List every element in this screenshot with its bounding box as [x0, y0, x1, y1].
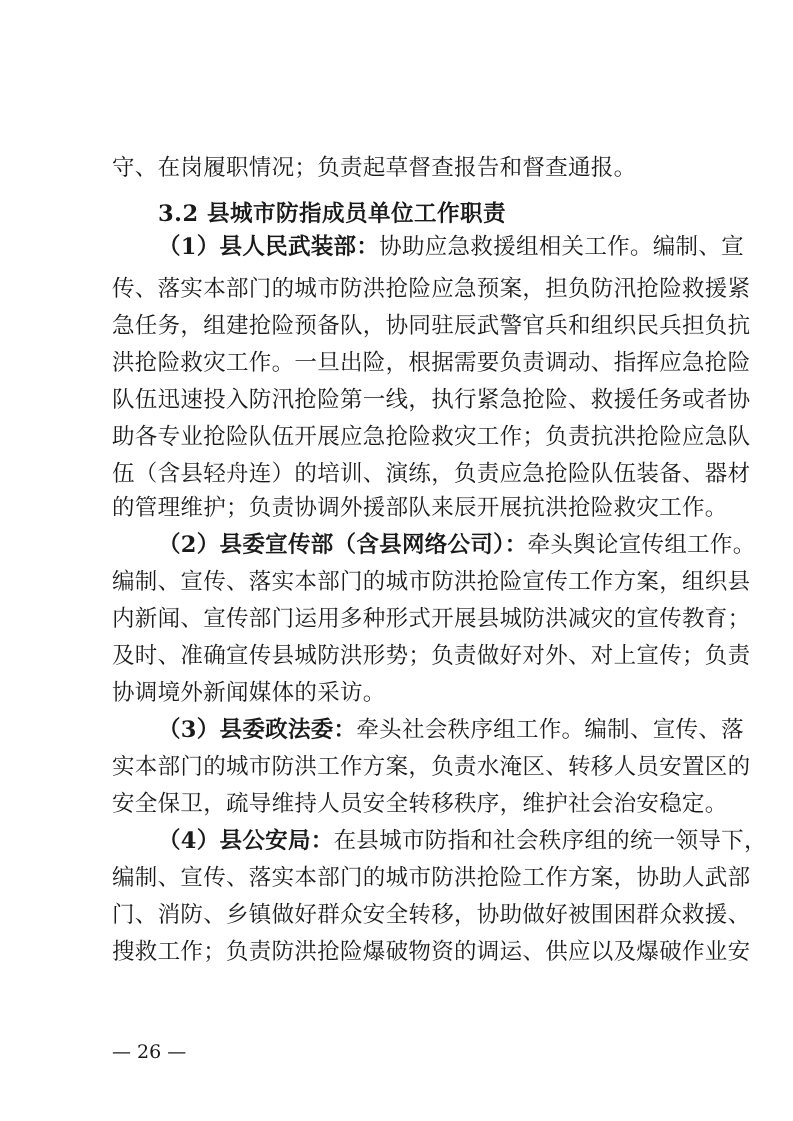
text-line: 内新闻、宣传部门运用多种形式开展县城防洪减灾的宣传教育； [112, 606, 751, 632]
text-line: 助各专业抢险队伍开展应急抢险救灾工作；负责抗洪抢险应急队 [112, 424, 751, 450]
text-line: 急任务，组建抢险预备队，协同驻辰武警官兵和组织民兵担负抗 [112, 313, 751, 339]
text-line: 守、在岗履职情况；负责起草督查报告和督查通报。 [112, 155, 637, 181]
text-line: 门、消防、乡镇做好群众安全转移，协助做好被围困群众救援、 [112, 902, 751, 928]
paragraph-lead-line: （1）县人民武装部：协助应急救援组相关工作。编制、宣 [158, 234, 744, 260]
text-line: 协调境外新闻媒体的采访。 [112, 680, 386, 706]
section-heading: 3.2 县城市防指成员单位工作职责 [158, 201, 506, 227]
paragraph-lead-line: （3）县委政法委：牵头社会秩序组工作。编制、宣传、落 [158, 717, 744, 743]
paragraph-lead: （4）县公安局： [158, 828, 334, 854]
text-line: 洪抢险救灾工作。一旦出险，根据需要负责调动、指挥应急抢险 [112, 350, 751, 376]
text-line: 实本部门的城市防洪工作方案，负责水淹区、转移人员安置区的 [112, 754, 751, 780]
paragraph-lead: （2）县委宣传部（含县网络公司）： [158, 532, 528, 558]
page-number: — 26 — [112, 1041, 187, 1063]
text-line: 安全保卫，疏导维持人员安全转移秩序，维护社会治安稳定。 [112, 791, 728, 817]
text-line: 及时、准确宣传县城防洪形势；负责做好对外、对上宣传；负责 [112, 643, 751, 669]
paragraph-lead-line: （2）县委宣传部（含县网络公司）：牵头舆论宣传组工作。 [158, 532, 756, 558]
text-line: 队伍迅速投入防汛抢险第一线，执行紧急抢险、救援任务或者协 [112, 387, 751, 413]
text-line: 伍（含县轻舟连）的培训、演练，负责应急抢险队伍装备、器材 [112, 461, 751, 487]
text-line: 传、落实本部门的城市防洪抢险应急预案，担负防汛抢险救援紧 [112, 276, 751, 302]
text-line: 的管理维护；负责协调外援部队来辰开展抗洪抢险救灾工作。 [112, 495, 728, 521]
text-line: 编制、宣传、落实本部门的城市防洪抢险宣传工作方案，组织县 [112, 569, 751, 595]
text-line: 搜救工作；负责防洪抢险爆破物资的调运、供应以及爆破作业安 [112, 939, 751, 965]
paragraph-lead-line: （4）县公安局：在县城市防指和社会秩序组的统一领导下， [158, 828, 767, 854]
text-line: 编制、宣传、落实本部门的城市防洪抢险工作方案，协助人武部 [112, 865, 751, 891]
paragraph-lead: （3）县委政法委： [158, 717, 357, 743]
paragraph-lead: （1）县人民武装部： [158, 234, 380, 260]
